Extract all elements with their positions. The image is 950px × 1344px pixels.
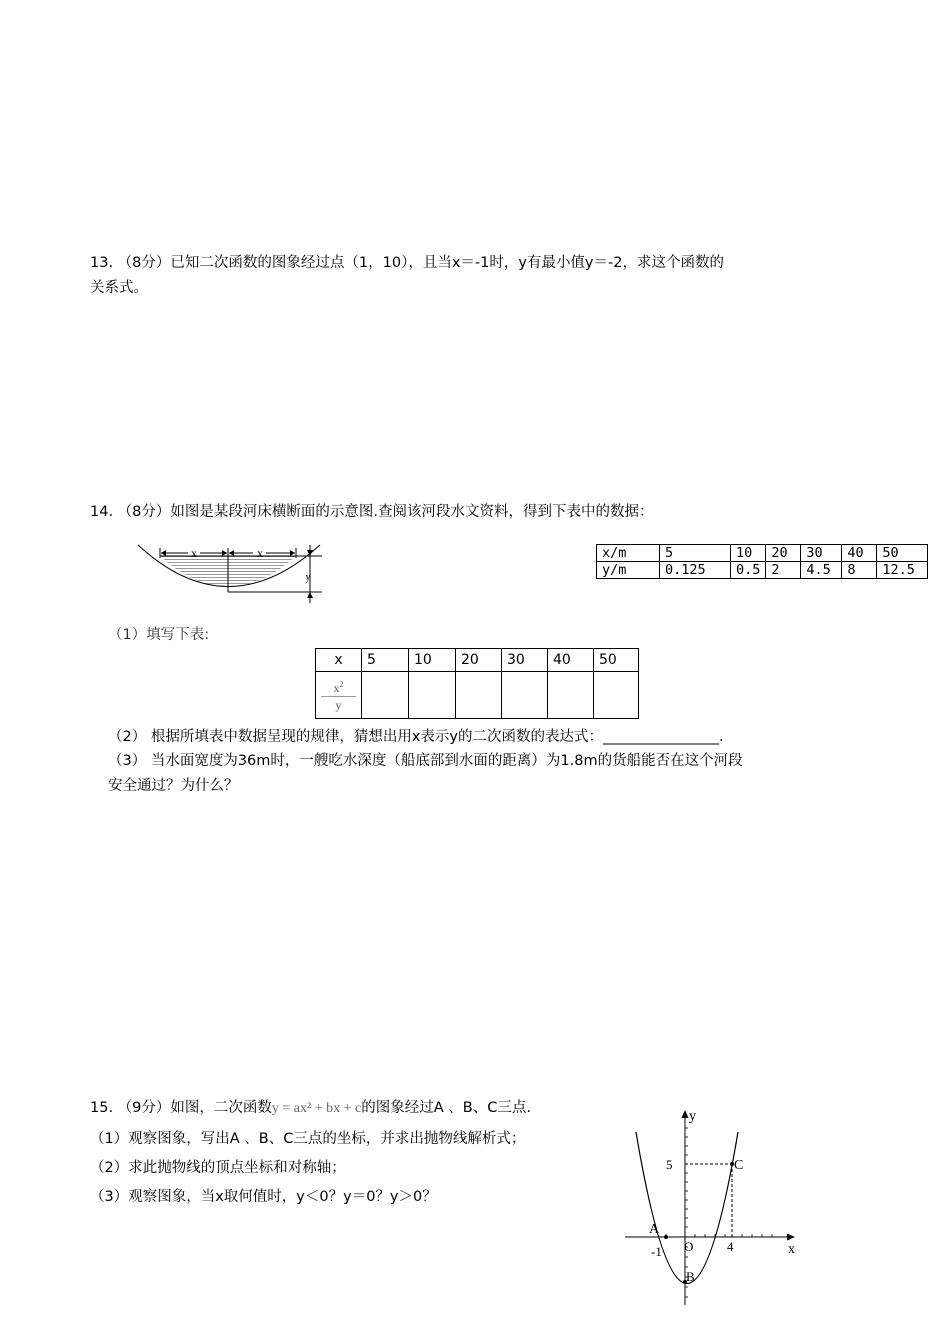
point-c-label: C [734,1158,744,1173]
table-cell: 5 [660,545,731,562]
y-axis-label: y [689,1109,696,1124]
table-cell: 0.5 [731,562,766,579]
table-cell: 10 [409,649,456,672]
ratio-denominator: y [335,698,342,712]
table-cell: 10 [731,545,766,562]
answer-cell[interactable] [362,672,409,719]
table-cell: 40 [842,545,877,562]
table-row [316,672,639,719]
table-cell: 8 [842,562,877,579]
table-cell: 20 [456,649,502,672]
table-row [597,562,928,579]
q13-line1: 13. （8分）已知二次函数的图象经过点（1，10），且当x＝-1时，y有最小值y＝-2，求这个函数的 [90,255,724,271]
q15-formula: y = ax² + bx + c [271,1101,362,1116]
table-cell: 20 [766,545,801,562]
q15-part3: （3）观察图象，当x取何值时，y＜0？y＝0？y＞0？ [90,1189,437,1205]
table-cell: y/m [597,562,660,579]
answer-cell[interactable] [548,672,594,719]
table-cell: x/m [597,545,660,562]
tick-label-neg1: -1 [651,1244,662,1259]
table-row [316,649,639,672]
table-cell: 5 [362,649,409,672]
answer-cell[interactable] [502,672,548,719]
q14-part2: （2） 根据所填表中数据呈现的规律，猜想出用x表示y的二次函数的表达式：________________. [108,729,724,745]
table-row [597,545,928,562]
ratio-cell [316,672,362,719]
ratio-exponent: 2 [339,680,344,689]
q15-part1: （1）观察图象，写出A 、B、C三点的坐标，并求出抛物线解析式； [90,1131,526,1147]
x-label-right: x [257,546,263,560]
hydrology-data-table [596,544,928,579]
x-axis-arrow [787,1234,795,1241]
q13-line2: 关系式。 [90,280,148,296]
tick-label-4: 4 [727,1239,734,1254]
q14-intro: 14. （8分）如图是某段河床横断面的示意图.查阅该河段水文资料，得到下表中的数据： [90,504,654,520]
table-cell: 40 [548,649,594,672]
tick-label-5: 5 [666,1157,673,1172]
x-axis-label: x [788,1242,795,1257]
table-cell: x [316,649,362,672]
table-cell: 30 [801,545,842,562]
parabola-graph [615,1100,805,1310]
answer-cell[interactable] [594,672,639,719]
q15-intro-start: 15. （9分）如图，二次函数 [90,1100,272,1116]
x-label-left: x [191,546,197,560]
riverbed-diagram [130,540,330,608]
point-a [664,1235,668,1239]
table-cell: 0.125 [660,562,731,579]
table-cell: 30 [502,649,548,672]
q15-intro-end: 的图象经过A 、B、C三点. [361,1100,531,1116]
table-cell: 50 [594,649,639,672]
q14-part3-line2: 安全通过？为什么？ [108,778,239,794]
fill-in-table [315,648,639,719]
answer-cell[interactable] [409,672,456,719]
y-axis-arrow [682,1110,689,1118]
table-cell: 12.5 [877,562,928,579]
origin-label: O [684,1239,694,1254]
ratio-fraction [321,677,356,713]
answer-cell[interactable] [456,672,502,719]
q14-part1: （1）填写下表: [108,627,210,643]
ratio-numerator: x [333,681,340,695]
q15-part2: （2）求此抛物线的顶点坐标和对称轴； [90,1160,346,1176]
point-a-label: A [649,1222,660,1237]
table-cell: 4.5 [801,562,842,579]
y-label: y [305,572,311,583]
q15-intro [90,1098,531,1119]
point-b-label: B [686,1269,695,1284]
table-cell: 50 [877,545,928,562]
table-cell: 2 [766,562,801,579]
q14-part3-line1: （3） 当水面宽度为36m时，一艘吃水深度（船底部到水面的距离）为1.8m的货船能否在这个河段 [108,753,743,769]
